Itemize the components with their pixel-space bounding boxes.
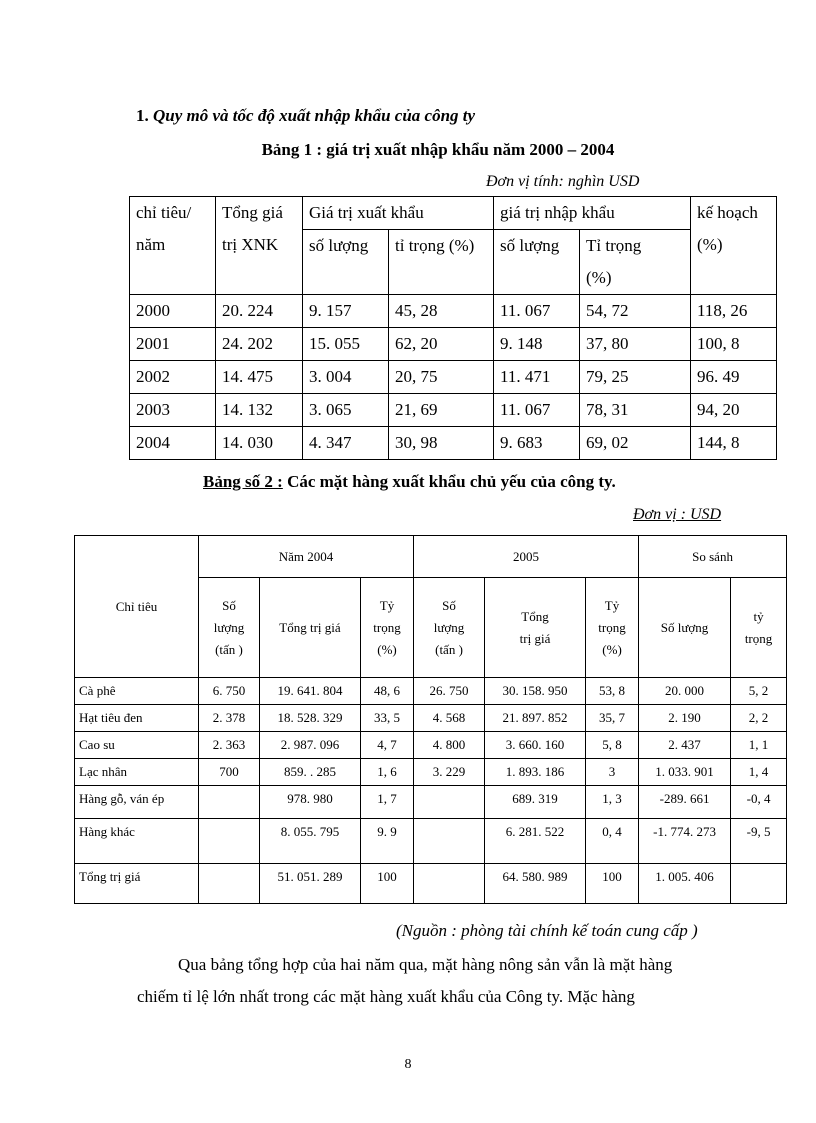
t2-cell: 21. 897. 852 (485, 705, 586, 732)
t1-cell: 20, 75 (389, 361, 494, 394)
t2-cell: 2. 987. 096 (260, 732, 361, 759)
t1-cell: 100, 8 (691, 328, 777, 361)
t2-header-soluong-2005: Số lượng (tấn ) (414, 578, 485, 678)
table2-title-rest: Các mặt hàng xuất khẩu chủ yếu của công ty. (282, 472, 616, 491)
table-row (130, 295, 777, 328)
t2-cell: 33, 5 (361, 705, 414, 732)
t2-cell: 2. 437 (639, 732, 731, 759)
t1-cell: 3. 004 (303, 361, 389, 394)
section-heading (136, 106, 475, 126)
t2-cell: -0, 4 (731, 786, 787, 819)
t2-cell: 35, 7 (586, 705, 639, 732)
t2-cell: 700 (199, 759, 260, 786)
t1-cell: 69, 02 (580, 427, 691, 460)
t2-cell: 1, 1 (731, 732, 787, 759)
t1-cell: 2001 (130, 328, 216, 361)
t2-cell: 2. 190 (639, 705, 731, 732)
table2-title (203, 472, 616, 492)
table-row (75, 732, 787, 759)
table-row (75, 786, 787, 819)
t1-cell: 45, 28 (389, 295, 494, 328)
t2-cell (199, 819, 260, 864)
table-row (75, 678, 787, 705)
t2-cell: Cà phê (75, 678, 199, 705)
t2-cell (731, 864, 787, 904)
t2-cell: 859. . 285 (260, 759, 361, 786)
t1-cell: 2003 (130, 394, 216, 427)
table2-title-prefix: Bảng số 2 : (203, 472, 283, 491)
table-row (130, 394, 777, 427)
t2-cell (199, 786, 260, 819)
t1-cell: 14. 475 (216, 361, 303, 394)
t2-cell: 0, 4 (586, 819, 639, 864)
t2-cell: 978. 980 (260, 786, 361, 819)
t2-cell: 2. 378 (199, 705, 260, 732)
t2-cell: 100 (361, 864, 414, 904)
t1-cell: 94, 20 (691, 394, 777, 427)
t2-header-ss-soluong: Số lượng (639, 578, 731, 678)
t1-cell: 79, 25 (580, 361, 691, 394)
t1-cell: 14. 030 (216, 427, 303, 460)
t2-cell: Tổng trị giá (75, 864, 199, 904)
t1-cell: 11. 067 (494, 394, 580, 427)
t1-cell: 11. 067 (494, 295, 580, 328)
t1-cell: 2000 (130, 295, 216, 328)
t2-cell: 26. 750 (414, 678, 485, 705)
t2-cell: 1. 893. 186 (485, 759, 586, 786)
table-row (75, 705, 787, 732)
t2-cell: 1. 005. 406 (639, 864, 731, 904)
t1-cell: 54, 72 (580, 295, 691, 328)
t2-cell: 2, 2 (731, 705, 787, 732)
t2-cell (414, 864, 485, 904)
t2-cell: 4. 568 (414, 705, 485, 732)
t2-cell: 6. 750 (199, 678, 260, 705)
t1-cell: 9. 157 (303, 295, 389, 328)
t2-cell: 19. 641. 804 (260, 678, 361, 705)
t1-cell: 62, 20 (389, 328, 494, 361)
table2-unit: Đơn vị : USD (633, 506, 722, 523)
t1-cell: 144, 8 (691, 427, 777, 460)
page-number: 8 (404, 1057, 412, 1072)
t2-cell: -289. 661 (639, 786, 731, 819)
t2-header-ss-tytrong: tỷ trọng (731, 578, 787, 678)
t2-cell: 4, 7 (361, 732, 414, 759)
t2-cell: -9, 5 (731, 819, 787, 864)
t1-cell: 78, 31 (580, 394, 691, 427)
t2-cell: 5, 8 (586, 732, 639, 759)
export-goods-table (74, 535, 787, 904)
table-row (130, 361, 777, 394)
t1-cell: 37, 80 (580, 328, 691, 361)
t1-header-chitieu: chỉ tiêu/ năm (130, 197, 216, 295)
t1-cell: 21, 69 (389, 394, 494, 427)
t2-cell: 51. 051. 289 (260, 864, 361, 904)
t2-cell: 9. 9 (361, 819, 414, 864)
t1-header-nhap: giá trị nhập khẩu (494, 197, 691, 230)
t1-cell: 118, 26 (691, 295, 777, 328)
t2-cell: 3. 229 (414, 759, 485, 786)
table-row (75, 819, 787, 864)
t2-cell: 4. 800 (414, 732, 485, 759)
t1-header-xuat-tt: tỉ trọng (%) (389, 230, 494, 295)
table1-title: Bảng 1 : giá trị xuất nhập khẩu năm 2000 – 2004 (261, 140, 615, 159)
t2-header-chitieu: Chỉ tiêu (75, 536, 199, 678)
t2-cell: Lạc nhân (75, 759, 199, 786)
t1-header-tong: Tổng giá trị XNK (216, 197, 303, 295)
t2-cell: Cao su (75, 732, 199, 759)
table1-unit: Đơn vị tính: nghìn USD (486, 173, 640, 190)
paragraph-line-1: Qua bảng tổng hợp của hai năm qua, mặt hàng nông sản vẫn là mặt hàng (178, 955, 673, 974)
t2-header-tongtrigia-2004: Tổng trị giá (260, 578, 361, 678)
t2-cell: 1. 033. 901 (639, 759, 731, 786)
t1-header-kehoach: kế hoạch (%) (691, 197, 777, 295)
t2-cell: 3. 660. 160 (485, 732, 586, 759)
t2-header-soluong-2004: Số lượng (tấn ) (199, 578, 260, 678)
t2-header-tytrong-2004: Tỷ trọng (%) (361, 578, 414, 678)
t2-cell: 8. 055. 795 (260, 819, 361, 864)
t1-cell: 9. 148 (494, 328, 580, 361)
t2-cell: Hàng gỗ, ván ép (75, 786, 199, 819)
t1-cell: 3. 065 (303, 394, 389, 427)
t1-cell: 24. 202 (216, 328, 303, 361)
t1-cell: 2002 (130, 361, 216, 394)
t1-header-nhap-tt: Tỉ trọng (%) (580, 230, 691, 295)
t1-header-xuat-sl: số lượng (303, 230, 389, 295)
t2-cell: 48, 6 (361, 678, 414, 705)
t2-cell: Hạt tiêu đen (75, 705, 199, 732)
t2-header-sosanh: So sánh (639, 536, 787, 578)
paragraph-line-2: chiếm tỉ lệ lớn nhất trong các mặt hàng xuất khẩu của Công ty. Mặc hàng (137, 987, 635, 1006)
t2-cell (414, 786, 485, 819)
t1-cell: 11. 471 (494, 361, 580, 394)
t2-cell: 53, 8 (586, 678, 639, 705)
t2-cell: 689. 319 (485, 786, 586, 819)
table-row (75, 864, 787, 904)
t1-cell: 20. 224 (216, 295, 303, 328)
t2-cell: 3 (586, 759, 639, 786)
t1-cell: 4. 347 (303, 427, 389, 460)
section-number: 1. (136, 106, 149, 125)
t2-cell: 1, 3 (586, 786, 639, 819)
t2-cell: 1, 7 (361, 786, 414, 819)
t2-cell: 100 (586, 864, 639, 904)
t2-header-tytrong-2005: Tỷ trọng (%) (586, 578, 639, 678)
t2-cell (199, 864, 260, 904)
t2-cell: 5, 2 (731, 678, 787, 705)
t2-cell: 30. 158. 950 (485, 678, 586, 705)
t1-cell: 9. 683 (494, 427, 580, 460)
t2-cell (414, 819, 485, 864)
t2-cell: 20. 000 (639, 678, 731, 705)
t2-header-2004: Năm 2004 (199, 536, 414, 578)
t1-cell: 2004 (130, 427, 216, 460)
export-import-table (129, 196, 777, 460)
t1-header-nhap-sl: số lượng (494, 230, 580, 295)
t2-cell: -1. 774. 273 (639, 819, 731, 864)
t2-header-2005: 2005 (414, 536, 639, 578)
t2-cell: 64. 580. 989 (485, 864, 586, 904)
t2-cell: 2. 363 (199, 732, 260, 759)
t1-cell: 30, 98 (389, 427, 494, 460)
t1-cell: 15. 055 (303, 328, 389, 361)
t2-header-tongtrigia-2005: Tổng trị giá (485, 578, 586, 678)
section-title: Quy mô và tốc độ xuất nhập khẩu của công ty (153, 106, 476, 125)
source-note: (Nguồn : phòng tài chính kế toán cung cấp ) (396, 921, 698, 940)
t2-cell: 1, 6 (361, 759, 414, 786)
table-row (130, 328, 777, 361)
t1-header-xuat: Giá trị xuất khẩu (303, 197, 494, 230)
table-row (75, 759, 787, 786)
t2-cell: 6. 281. 522 (485, 819, 586, 864)
t2-cell: Hàng khác (75, 819, 199, 864)
t1-cell: 14. 132 (216, 394, 303, 427)
table-row (130, 427, 777, 460)
t2-cell: 1, 4 (731, 759, 787, 786)
t2-cell: 18. 528. 329 (260, 705, 361, 732)
t1-cell: 96. 49 (691, 361, 777, 394)
